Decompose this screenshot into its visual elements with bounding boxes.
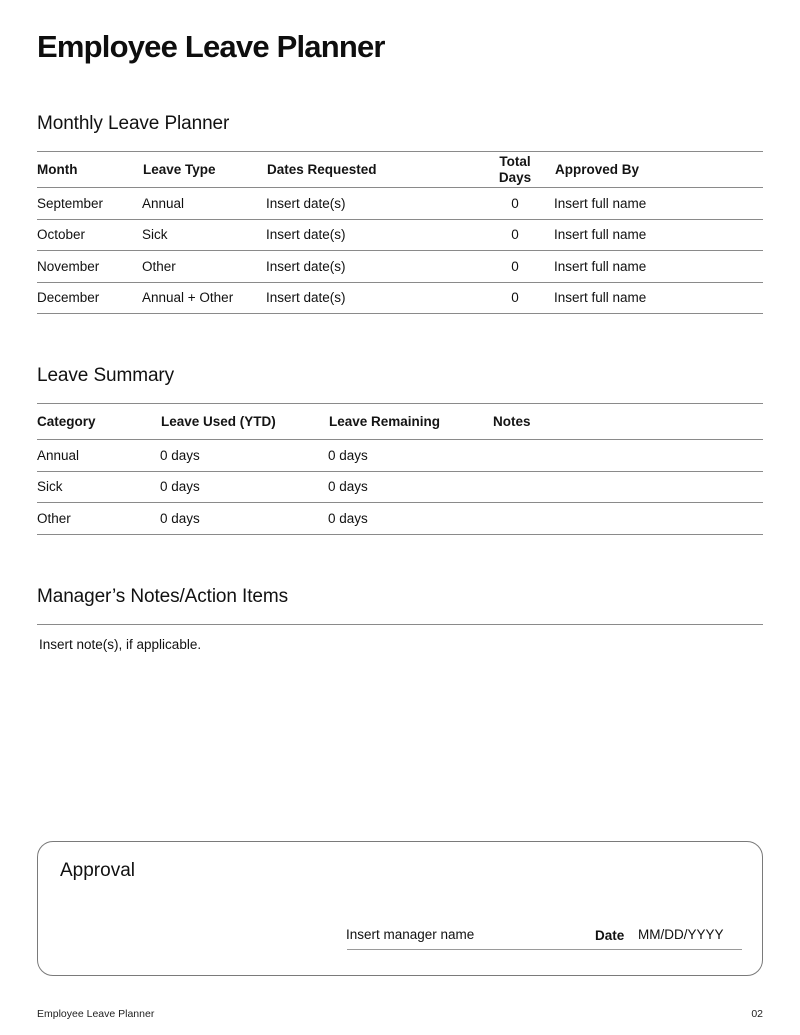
table-row [37, 471, 763, 503]
summary-section-title: Leave Summary [37, 365, 175, 386]
cell-approved-by[interactable]: Insert full name [554, 227, 647, 243]
signature-line [347, 949, 742, 950]
cell-dates[interactable]: Insert date(s) [266, 258, 346, 274]
cell-month[interactable]: October [37, 227, 86, 243]
table-row [37, 503, 763, 535]
col-dates-requested: Dates Requested [267, 162, 377, 177]
col-notes: Notes [493, 414, 531, 429]
leave-summary-table [37, 403, 763, 535]
table-row [37, 282, 763, 314]
cell-month[interactable]: December [37, 290, 100, 306]
footer-title: Employee Leave Planner [37, 1008, 155, 1020]
col-leave-type: Leave Type [143, 162, 216, 177]
divider [37, 624, 763, 625]
manager-notes-title: Manager’s Notes/Action Items [37, 586, 289, 607]
col-approved-by: Approved By [555, 162, 640, 177]
cell-approved-by[interactable]: Insert full name [554, 195, 647, 211]
cell-leave-type[interactable]: Annual + Other [142, 290, 234, 306]
cell-notes[interactable] [493, 471, 763, 503]
cell-leave-type[interactable]: Other [142, 258, 176, 274]
monthly-leave-table [37, 151, 763, 314]
table-header-row [37, 404, 763, 440]
cell-leave-remaining[interactable]: 0 days [328, 510, 368, 526]
cell-month[interactable]: November [37, 258, 100, 274]
table-row [37, 188, 763, 220]
cell-total-days[interactable]: 0 [511, 258, 519, 274]
col-category: Category [37, 414, 96, 429]
col-leave-remaining: Leave Remaining [329, 414, 441, 429]
cell-leave-used[interactable]: 0 days [160, 479, 200, 495]
monthly-section-title: Monthly Leave Planner [37, 113, 230, 134]
cell-leave-used[interactable]: 0 days [160, 447, 200, 463]
cell-approved-by[interactable]: Insert full name [554, 258, 647, 274]
cell-notes[interactable] [493, 503, 763, 535]
cell-leave-type[interactable]: Sick [142, 227, 168, 243]
table-row [37, 219, 763, 251]
cell-leave-used[interactable]: 0 days [160, 510, 200, 526]
table-row [37, 440, 763, 472]
approval-box [37, 841, 763, 976]
cell-category[interactable]: Annual [37, 447, 80, 463]
cell-category[interactable]: Other [37, 510, 71, 526]
cell-dates[interactable]: Insert date(s) [266, 290, 346, 306]
cell-month[interactable]: September [37, 195, 104, 211]
col-leave-used: Leave Used (YTD) [161, 414, 276, 429]
manager-name-field[interactable]: Insert manager name [346, 927, 475, 942]
col-total-days: Total Days [498, 153, 532, 185]
manager-notes-field[interactable]: Insert note(s), if applicable. [39, 637, 202, 652]
cell-total-days[interactable]: 0 [511, 290, 519, 306]
page-title: Employee Leave Planner [37, 29, 385, 64]
date-field[interactable]: MM/DD/YYYY [638, 927, 724, 942]
col-month: Month [37, 162, 78, 177]
cell-category[interactable]: Sick [37, 479, 63, 495]
date-label: Date [595, 928, 625, 943]
cell-total-days[interactable]: 0 [511, 195, 519, 211]
approval-title: Approval [60, 860, 135, 881]
cell-notes[interactable] [493, 440, 763, 472]
cell-leave-remaining[interactable]: 0 days [328, 447, 368, 463]
cell-leave-type[interactable]: Annual [142, 195, 185, 211]
cell-total-days[interactable]: 0 [511, 227, 519, 243]
cell-leave-remaining[interactable]: 0 days [328, 479, 368, 495]
page-number: 02 [751, 1008, 763, 1020]
cell-dates[interactable]: Insert date(s) [266, 195, 346, 211]
cell-approved-by[interactable]: Insert full name [554, 290, 647, 306]
table-row [37, 251, 763, 283]
cell-dates[interactable]: Insert date(s) [266, 227, 346, 243]
table-header-row [37, 152, 763, 188]
